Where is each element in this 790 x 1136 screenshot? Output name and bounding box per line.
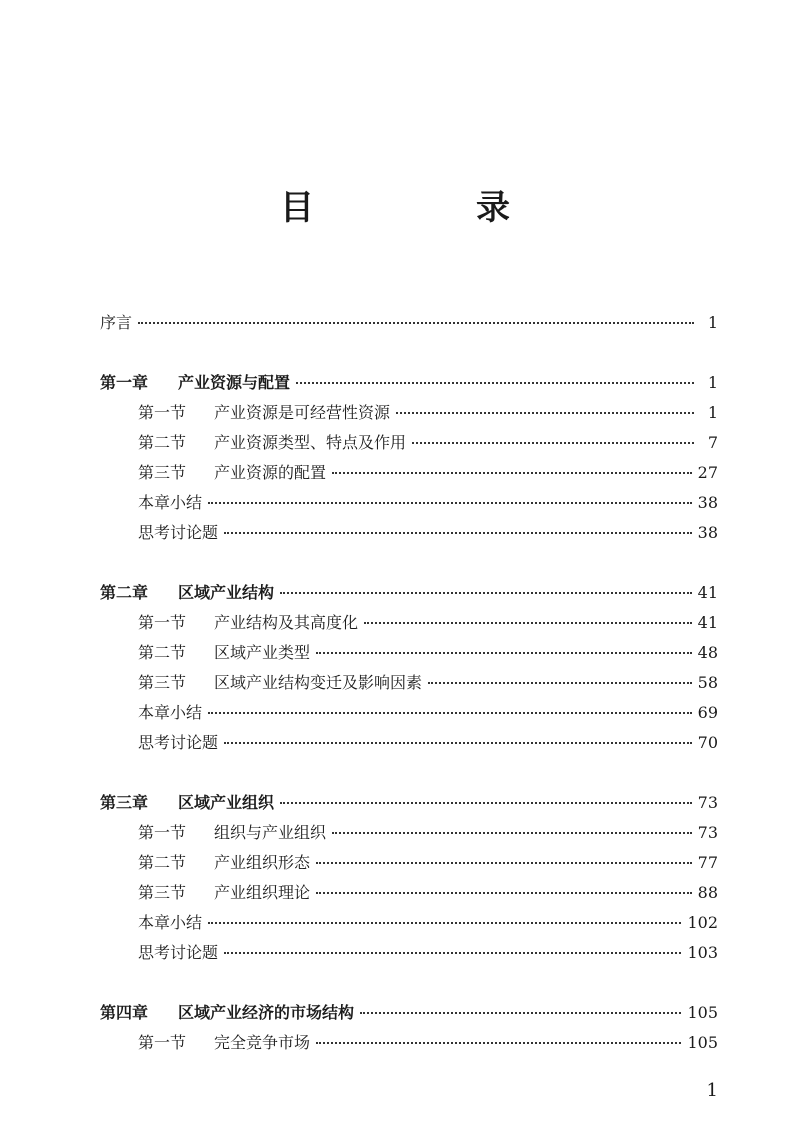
leader-dots [332, 832, 692, 834]
section-page: 38 [697, 493, 718, 512]
section-title: 产业资源类型、特点及作用 [214, 433, 407, 452]
section-title: 产业结构及其高度化 [214, 613, 359, 632]
section-number: 第二节 [138, 643, 187, 662]
leader-dots [332, 472, 692, 474]
toc-section[interactable] [100, 638, 718, 668]
section-page: 103 [687, 943, 718, 962]
toc-chapter[interactable] [100, 788, 718, 818]
section-page: 27 [697, 463, 718, 482]
chapter-page: 1 [707, 373, 718, 392]
leader-dots [208, 502, 692, 504]
leader-dots [280, 592, 692, 594]
section-number: 第一节 [138, 823, 187, 842]
leader-dots [360, 1012, 681, 1014]
section-title: 本章小结 [138, 703, 203, 722]
page-number: 1 [706, 1080, 718, 1101]
toc-section[interactable] [100, 818, 718, 848]
toc-section[interactable] [100, 398, 718, 428]
table-of-contents [100, 308, 718, 1058]
leader-dots [208, 922, 681, 924]
toc-section[interactable] [100, 728, 718, 758]
chapter-title: 产业资源与配置 [178, 373, 291, 392]
section-number: 第三节 [138, 463, 187, 482]
section-page: 38 [697, 523, 718, 542]
section-page: 1 [707, 403, 718, 422]
chapter-number: 第三章 [100, 793, 149, 812]
chapter-gap [100, 338, 718, 368]
section-page: 48 [697, 643, 718, 662]
chapter-gap [100, 758, 718, 788]
section-page: 58 [697, 673, 718, 692]
toc-section[interactable] [100, 938, 718, 968]
toc-section[interactable] [100, 518, 718, 548]
section-title: 产业组织理论 [214, 883, 311, 902]
section-title: 产业资源的配置 [214, 463, 327, 482]
chapter-page: 73 [697, 793, 718, 812]
leader-dots [364, 622, 692, 624]
leader-dots [138, 322, 694, 324]
section-page: 70 [697, 733, 718, 752]
leader-dots [316, 652, 692, 654]
section-page: 88 [697, 883, 718, 902]
leader-dots [280, 802, 692, 804]
toc-section[interactable] [100, 488, 718, 518]
leader-dots [224, 742, 692, 744]
leader-dots [316, 862, 692, 864]
section-page: 41 [697, 613, 718, 632]
leader-dots [396, 412, 694, 414]
section-page: 73 [697, 823, 718, 842]
chapter-gap [100, 548, 718, 578]
toc-preface-label: 序言 [100, 313, 133, 332]
chapter-page: 41 [697, 583, 718, 602]
leader-dots [208, 712, 692, 714]
toc-preface[interactable] [100, 308, 718, 338]
chapter-list [100, 338, 718, 1058]
leader-dots [428, 682, 692, 684]
section-title: 思考讨论题 [138, 943, 219, 962]
toc-section[interactable] [100, 848, 718, 878]
page-title: 目 录 [280, 188, 574, 228]
section-page: 69 [697, 703, 718, 722]
chapter-number: 第一章 [100, 373, 149, 392]
section-title: 组织与产业组织 [214, 823, 327, 842]
section-page: 105 [687, 1033, 718, 1052]
leader-dots [316, 892, 692, 894]
section-page: 102 [687, 913, 718, 932]
section-number: 第一节 [138, 1033, 187, 1052]
section-number: 第三节 [138, 673, 187, 692]
chapter-title: 区域产业组织 [178, 793, 275, 812]
toc-preface-page: 1 [707, 313, 718, 332]
section-title: 区域产业结构变迁及影响因素 [214, 673, 423, 692]
leader-dots [316, 1042, 681, 1044]
toc-section[interactable] [100, 1028, 718, 1058]
leader-dots [224, 532, 692, 534]
toc-section[interactable] [100, 608, 718, 638]
toc-chapter[interactable] [100, 368, 718, 398]
section-title: 本章小结 [138, 913, 203, 932]
leader-dots [412, 442, 694, 444]
section-number: 第二节 [138, 853, 187, 872]
toc-section[interactable] [100, 698, 718, 728]
section-title: 完全竞争市场 [214, 1033, 311, 1052]
chapter-title: 区域产业经济的市场结构 [178, 1003, 355, 1022]
section-title: 区域产业类型 [214, 643, 311, 662]
section-page: 7 [707, 433, 718, 452]
section-title: 产业组织形态 [214, 853, 311, 872]
section-number: 第一节 [138, 613, 187, 632]
toc-section[interactable] [100, 878, 718, 908]
section-number: 第一节 [138, 403, 187, 422]
section-title: 产业资源是可经营性资源 [214, 403, 391, 422]
chapter-number: 第四章 [100, 1003, 149, 1022]
leader-dots [296, 382, 694, 384]
section-title: 思考讨论题 [138, 523, 219, 542]
section-title: 本章小结 [138, 493, 203, 512]
chapter-number: 第二章 [100, 583, 149, 602]
section-number: 第二节 [138, 433, 187, 452]
section-number: 第三节 [138, 883, 187, 902]
toc-section[interactable] [100, 458, 718, 488]
chapter-title: 区域产业结构 [178, 583, 275, 602]
toc-chapter[interactable] [100, 578, 718, 608]
toc-section[interactable] [100, 428, 718, 458]
chapter-page: 105 [687, 1003, 718, 1022]
toc-chapter[interactable] [100, 998, 718, 1028]
toc-section[interactable] [100, 908, 718, 938]
section-page: 77 [697, 853, 718, 872]
leader-dots [224, 952, 681, 954]
toc-section[interactable] [100, 668, 718, 698]
section-title: 思考讨论题 [138, 733, 219, 752]
chapter-gap [100, 968, 718, 998]
